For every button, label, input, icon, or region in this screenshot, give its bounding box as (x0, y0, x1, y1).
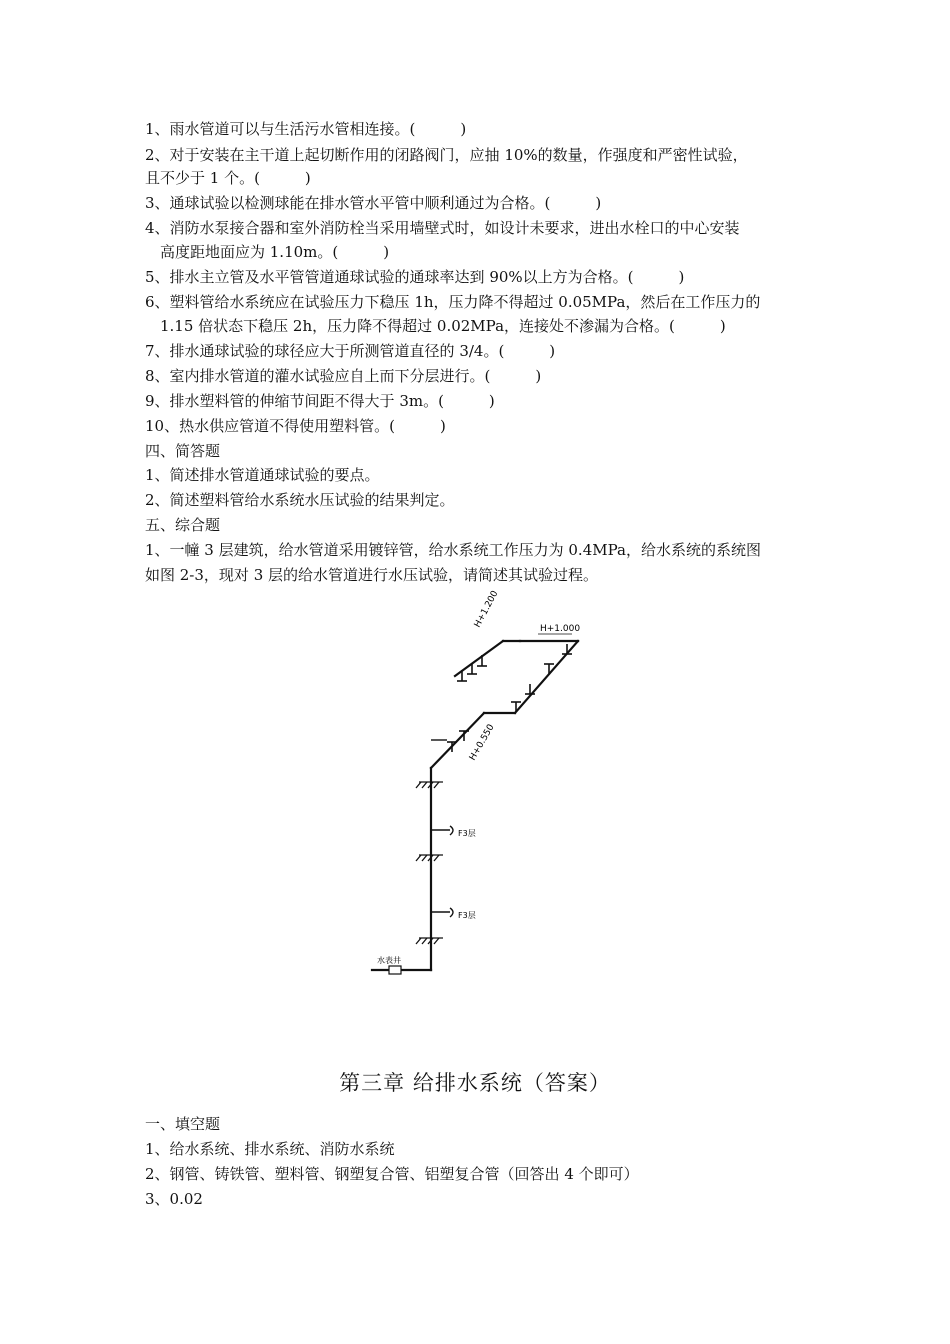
answer-3: 3、0.02 (145, 1190, 203, 1208)
question-tf-1: 1、雨水管道可以与生活污水管相连接。( ) (145, 120, 467, 138)
question-tf-6-cont: 1.15 倍状态下稳压 2h，压力降不得超过 0.02MPa，连接处不渗漏为合格。( ) (160, 317, 726, 335)
question-tf-10: 10、热水供应管道不得使用塑料管。( ) (145, 417, 446, 435)
label-floor-lower: F3层 (458, 911, 476, 920)
question-tf-2: 2、对于安装在主干道上起切断作用的闭路阀门，应抽 10%的数量，作强度和严密性试验， (145, 146, 748, 164)
question-tf-8: 8、室内排水管道的灌水试验应自上而下分层进行。( ) (145, 367, 542, 385)
label-h0550: H+0.550 (467, 722, 497, 763)
label-h1000: H+1.000 (540, 624, 581, 634)
answer-2: 2、钢管、铸铁管、塑料管、钢塑复合管、铝塑复合管（回答出 4 个即可） (145, 1165, 639, 1183)
comprehensive-1-cont: 如图 2-3，现对 3 层的给水管道进行水压试验，请简述其试验过程。 (145, 566, 599, 584)
question-tf-2-cont: 且不少于 1 个。( ) (145, 169, 311, 187)
comprehensive-1: 1、一幢 3 层建筑，给水管道采用镀锌管，给水系统工作压力为 0.4MPa，给水系统的系统图 (145, 541, 761, 559)
section-heading-short-answer: 四、简答题 (145, 442, 221, 460)
label-h1200: H+1.200 (472, 589, 501, 630)
question-tf-7: 7、排水通球试验的球径应大于所测管道直径的 3/4。( ) (145, 342, 556, 360)
answer-section-heading: 一、填空题 (145, 1115, 221, 1133)
question-tf-5: 5、排水主立管及水平管管道通球试验的通球率达到 90%以上方为合格。( ) (145, 268, 685, 286)
short-answer-2: 2、简述塑料管给水系统水压试验的结果判定。 (145, 491, 455, 509)
label-water-meter: 水表井 (377, 956, 401, 965)
label-floor-upper: F3层 (458, 829, 476, 838)
water-meter-icon (389, 966, 401, 974)
question-tf-9: 9、排水塑料管的伸缩节间距不得大于 3m。( ) (145, 392, 495, 410)
short-answer-1: 1、简述排水管道通球试验的要点。 (145, 466, 380, 484)
answer-1: 1、给水系统、排水系统、消防水系统 (145, 1140, 395, 1158)
question-tf-6: 6、塑料管给水系统应在试验压力下稳压 1h，压力降不得超过 0.05MPa，然后在工作压力的 (145, 293, 761, 311)
question-tf-4-cont: 高度距地面应为 1.10m。( ) (160, 243, 390, 261)
section-heading-comprehensive: 五、综合题 (145, 516, 221, 534)
chapter-answer-title: 第三章 给排水系统（答案） (339, 1071, 611, 1095)
question-tf-3: 3、通球试验以检测球能在排水管水平管中顺利通过为合格。( ) (145, 194, 602, 212)
question-tf-4: 4、消防水泵接合器和室外消防栓当采用墙壁式时，如设计未要求，进出水栓口的中心安装 (145, 219, 740, 237)
